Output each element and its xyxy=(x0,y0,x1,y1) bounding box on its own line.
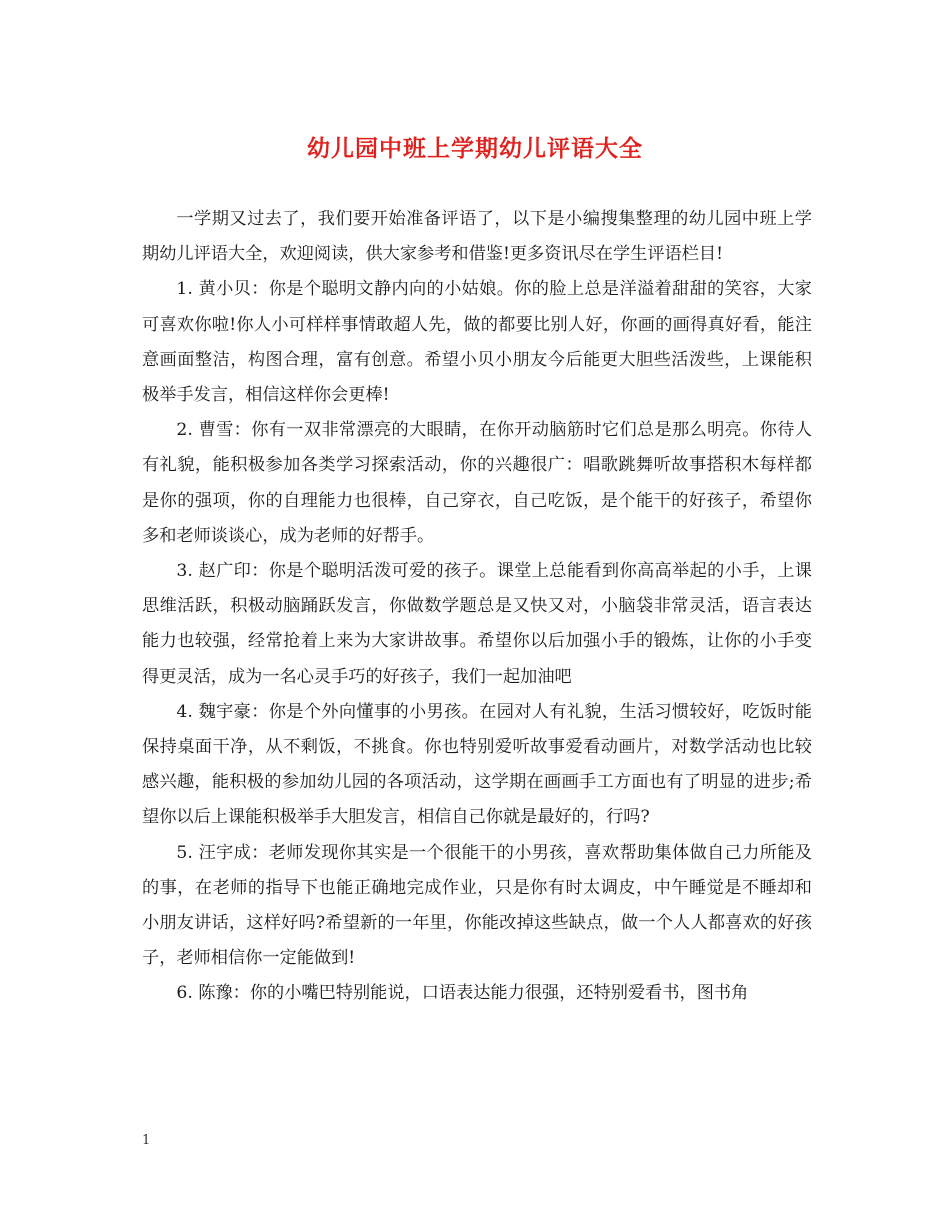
document-body xyxy=(142,202,812,1012)
page-number: 1 xyxy=(142,1133,151,1148)
document-title: 幼儿园中班上学期幼儿评语大全 xyxy=(307,135,643,162)
comment-paragraph-2: 2. 曹雪：你有一双非常漂亮的大眼睛，在你开动脑筋时它们总是那么明亮。你待人有礼貌，能积极参加各类学习探索活动，你的兴趣很广：唱歌跳舞听故事搭积木每样都是你的强项，你的自理能力也很棒，自己穿衣，自己吃饭，是个能干的好孩子，希望你多和老师谈谈心，成为老师的好帮手。 xyxy=(142,420,812,546)
comment-paragraph-6: 6. 陈豫：你的小嘴巴特别能说，口语表达能力很强，还特别爱看书，图书角 xyxy=(176,983,749,1004)
comment-paragraph-5: 5. 汪宇成：老师发现你其实是一个很能干的小男孩，喜欢帮助集体做自己力所能及的事，在老师的指导下也能正确地完成作业，只是你有时太调皮，中午睡觉是不睡却和小朋友讲话，这样好吗?希望新的一年里，你能改掉这些缺点，做一个人人都喜欢的好孩子，老师相信你一定能做到! xyxy=(142,842,812,969)
comment-paragraph-1: 1. 黄小贝：你是个聪明文静内向的小姑娘。你的脸上总是洋溢着甜甜的笑容，大家可喜欢你啦!你人小可样样事情敢超人先，做的都要比别人好，你画的画得真好看，能注意画面整洁，构图合理，富有创意。希望小贝小朋友今后能更大胆些活泼些，上课能积极举手发言，相信这样你会更棒! xyxy=(142,279,812,406)
comment-paragraph-4: 4. 魏宇豪：你是个外向懂事的小男孩。在园对人有礼貌，生活习惯较好，吃饭时能保持桌面干净，从不剩饭，不挑食。你也特别爱听故事爱看动画片，对数学活动也比较感兴趣，能积极的参加幼儿园的各项活动，这学期在画画手工方面也有了明显的进步;希望你以后上课能积极举手大胆发言，相信自己你就是最好的，行吗? xyxy=(142,701,812,828)
intro-paragraph: 一学期又过去了，我们要开始准备评语了，以下是小编搜集整理的幼儿园中班上学期幼儿评语大全，欢迎阅读，供大家参考和借鉴!更多资讯尽在学生评语栏目! xyxy=(142,209,812,265)
comment-paragraph-3: 3. 赵广印：你是个聪明活泼可爱的孩子。课堂上总能看到你高高举起的小手，上课思维活跃，积极动脑踊跃发言，你做数学题总是又快又对，小脑袋非常灵活，语言表达能力也较强，经常抢着上来为大家讲故事。希望你以后加强小手的锻炼，让你的小手变得更灵活，成为一名心灵手巧的好孩子，我们一起加油吧 xyxy=(142,561,812,687)
